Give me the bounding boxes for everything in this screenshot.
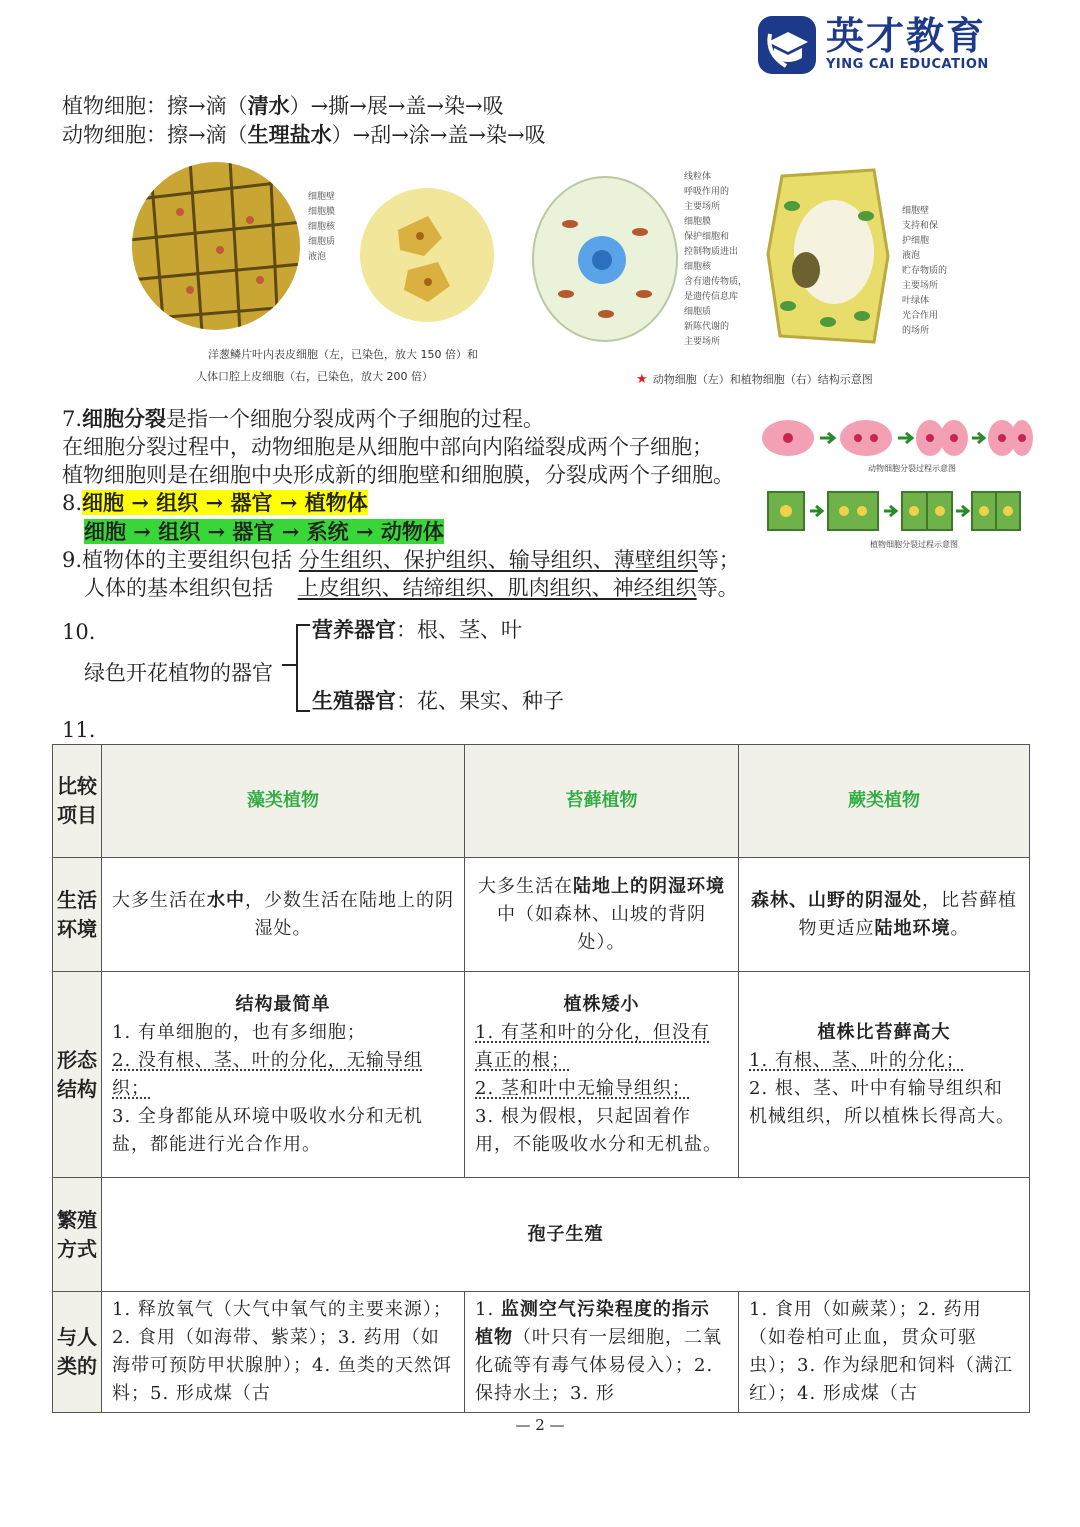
plant-division-caption: 植物细胞分裂过程示意图 [870, 540, 958, 549]
micrograph-caption-1: 洋葱鳞片叶内表皮细胞（左，已染色，放大 150 倍）和 [208, 348, 478, 361]
animal-cell-division-diagram [758, 416, 1034, 460]
micrograph-figure [130, 160, 520, 392]
cell-moss-environment: 大多生活在陆地上的阴湿环境中（如森林、山坡的背阴处）。 [465, 858, 739, 972]
row-label-form: 形态结构 [53, 972, 102, 1178]
division-plant: 植物细胞则是在细胞中央形成新的细胞壁和细胞膜，分裂成两个子细胞。 [62, 463, 734, 487]
animal-cell-diagram [530, 174, 680, 344]
row-label-compare: 比较项目 [53, 745, 102, 858]
logo-english: YING CAI EDUCATION [826, 57, 989, 72]
label-cell-membrane: 细胞膜 [308, 207, 336, 217]
label-vacuole: 液泡 [902, 251, 921, 261]
micrograph-caption-2: 人体口腔上皮细胞（右，已染色，放大 200 倍） [196, 370, 433, 383]
animal-levels: 细胞 → 组织 → 器官 → 系统 → 动物体 [84, 519, 444, 544]
cell-fern-environment: 森林、山野的阴湿处，比苔藓植物更适应陆地环境。 [739, 858, 1030, 972]
logo [756, 14, 996, 76]
logo-name: 英才教育 [826, 14, 987, 58]
table-row-reproduction [53, 1178, 1030, 1292]
organs-number: 10. [62, 620, 96, 644]
table-row-human-relation [53, 1292, 1030, 1413]
label-cytoplasm: 细胞质 [684, 307, 712, 317]
plant-tissues: 9.植物体的主要组织包括 分生组织、保护组织、输导组织、薄壁组织等； [62, 548, 740, 572]
row-label-human-relation: 与人类的 [53, 1292, 102, 1413]
row-label-reproduction: 繁殖方式 [53, 1178, 102, 1292]
vegetative-organs: 营养器官：根、茎、叶 [312, 617, 522, 642]
table-header-row [53, 745, 1030, 858]
page-number: — 2 — [515, 1416, 565, 1434]
cell-moss-human: 1. 监测空气污染程度的指示植物（叶只有一层细胞，二氧化硫等有毒气体易侵入）；2. 保持水土；3. 形 [465, 1292, 739, 1413]
cell-fern-human: 1. 食用（如蕨菜）；2. 药用（如卷柏可止血，贯众可驱虫）；3. 作为绿肥和饲料（满江红）；4. 形成煤（古 [739, 1292, 1030, 1413]
micrograph-label-list [308, 190, 335, 265]
cell-algae-environment: 大多生活在水中，少数生活在陆地上的阴湿处。 [102, 858, 465, 972]
header-algae: 藻类植物 [102, 745, 465, 858]
logo-mark-icon [756, 14, 820, 76]
table-number: 11. [62, 718, 96, 742]
cell-fern-form: 植株比苔藓高大 1. 有根、茎、叶的分化； 2. 根、茎、叶中有输导组织和机械组织，所以植株长得高大。 [739, 972, 1030, 1178]
label-cell-wall: 细胞壁 [308, 192, 336, 202]
human-tissues: 人体的基本组织包括 上皮组织、结缔组织、肌肉组织、神经组织等。 [84, 576, 739, 600]
table-row-environment [53, 858, 1030, 972]
row-label-environment: 生活环境 [53, 858, 102, 972]
plant-comparison-table [52, 744, 1030, 1413]
plant-cell-steps: 植物细胞：擦→滴（清水）→撕→展→盖→染→吸 [62, 93, 504, 118]
organs-bracket [296, 624, 310, 712]
onion-cell-micrograph [130, 160, 302, 332]
label-cell-wall: 细胞壁 [902, 206, 930, 216]
label-cytoplasm: 细胞质 [308, 237, 336, 247]
cheek-cell-micrograph [358, 186, 496, 324]
cell-moss-form: 植株矮小 1. 有茎和叶的分化，但没有真正的根； 2. 茎和叶中无输导组织； 3. 根为假根，只起固着作用，不能吸收水分和无机盐。 [465, 972, 739, 1178]
cell-algae-human: 1. 释放氧气（大气中氧气的主要来源）；2. 食用（如海带、紫菜）；3. 药用（如海带可预防甲状腺肿）；4. 鱼类的天然饵料；5. 形成煤（古 [102, 1292, 465, 1413]
division-animal: 在细胞分裂过程中，动物细胞是从细胞中部向内陷缢裂成两个子细胞； [62, 435, 713, 459]
division-title: 7.细胞分裂是指一个细胞分裂成两个子细胞的过程。 [62, 406, 545, 431]
plant-cell-label-list: 细胞壁 支持和保 护细胞 液泡 贮存物质的 主要场所 叶绿体 光合作用 的场所 [902, 206, 948, 336]
cell-algae-form: 结构最简单 1. 有单细胞的，也有多细胞； 2. 没有根、茎、叶的分化，无输导组织； 3. 全身都能从环境中吸收水分和无机盐，都能进行光合作用。 [102, 972, 465, 1178]
cell-structure-figure [530, 166, 950, 390]
animal-division-caption: 动物细胞分裂过程示意图 [868, 464, 956, 473]
label-nucleus: 细胞核 [308, 222, 336, 232]
label-mitochondria: 线粒体 [684, 172, 712, 182]
reproductive-organs: 生殖器官：花、果实、种子 [312, 688, 564, 713]
label-chloroplast: 叶绿体 [902, 296, 930, 306]
header-fern: 蕨类植物 [739, 745, 1030, 858]
red-star-icon: ★ [636, 372, 648, 387]
animal-cell-label-list: 线粒体 呼吸作用的 主要场所 细胞膜 保护细胞和 控制物质进出 细胞核 含有遗传物质， 是遗传信息库 细胞质 新陈代谢的 主要场所 [684, 172, 748, 347]
header-moss: 苔藓植物 [465, 745, 739, 858]
plant-levels: 8.细胞 → 组织 → 器官 → 植物体 [62, 490, 368, 515]
label-cell-membrane: 细胞膜 [684, 217, 712, 227]
cell-reproduction: 孢子生殖 [102, 1178, 1030, 1292]
table-row-form [53, 972, 1030, 1178]
label-vacuole: 液泡 [308, 252, 327, 262]
cell-structure-caption: ★ 动物细胞（左）和植物细胞（右）结构示意图 [636, 372, 873, 387]
plant-cell-diagram [762, 166, 894, 346]
organs-label: 绿色开花植物的器官 [84, 661, 273, 685]
plant-cell-division-diagram [766, 490, 1022, 532]
animal-cell-steps: 动物细胞：擦→滴（生理盐水）→刮→涂→盖→染→吸 [62, 122, 546, 147]
label-nucleus: 细胞核 [684, 262, 712, 272]
